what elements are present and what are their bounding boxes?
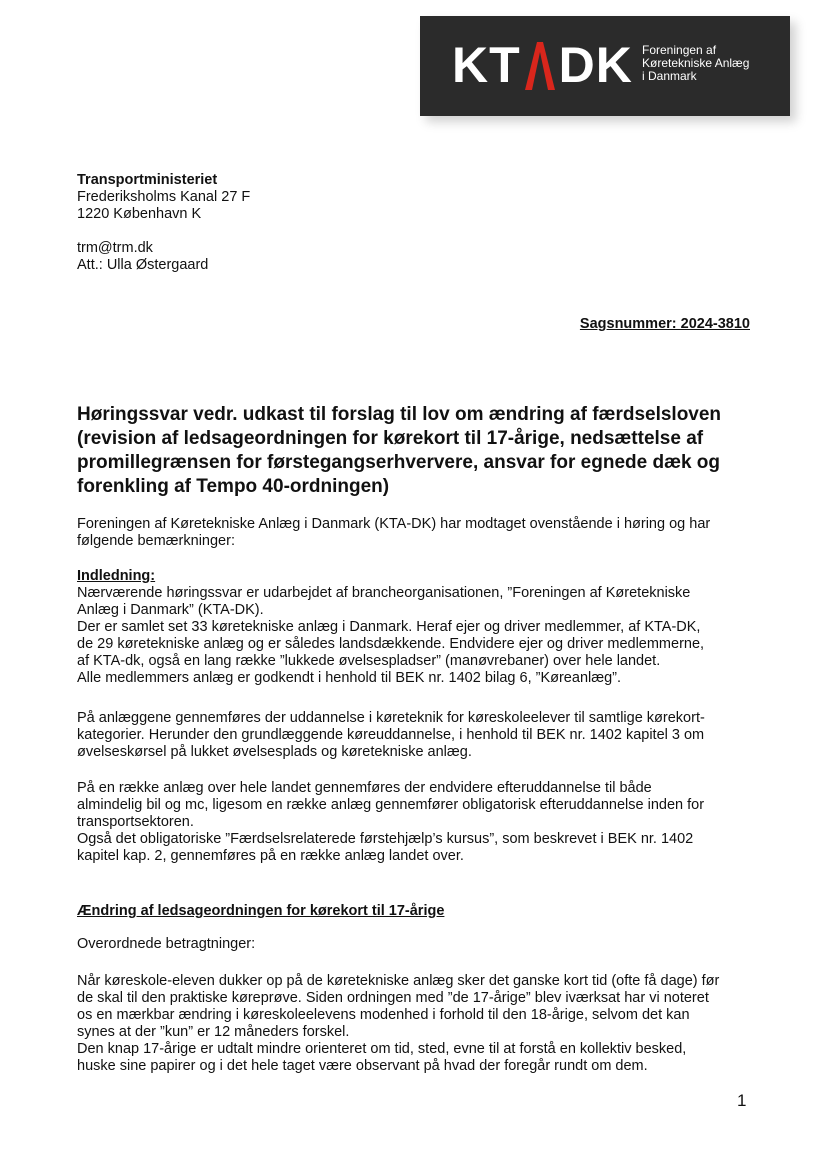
text-line: almindelig bil og mc, ligesom en række anlæg gennemfører obligatorisk efteruddannelse inden for xyxy=(77,797,705,813)
recipient-city: 1220 København K xyxy=(77,206,202,222)
section-indledning-paragraph-2 xyxy=(77,710,705,761)
section-subheading: Overordnede betragtninger: xyxy=(77,936,256,952)
text-line: kapitel kap. 2, gennemføres på en række anlæg landet over. xyxy=(77,848,464,864)
text-line: følgende bemærkninger: xyxy=(77,533,235,549)
section-ledsageordning-paragraph xyxy=(77,973,719,1075)
case-number: Sagsnummer: 2024-3810 xyxy=(579,316,750,332)
section-indledning xyxy=(77,568,704,687)
logo-letters-right: DK xyxy=(558,37,633,93)
section-ledsageordning xyxy=(77,903,444,920)
text-line: de skal til den praktiske køreprøve. Siden ordningen med ”de 17-årige” blev iværksat har vi noteret xyxy=(77,990,709,1006)
recipient-email: trm@trm.dk xyxy=(77,240,153,256)
logo-subtitle-line: i Danmark xyxy=(642,69,697,83)
text-line: Foreningen af Køretekniske Anlæg i Danmark (KTA-DK) har modtaget ovenstående i høring og har xyxy=(77,516,711,532)
text-line: På anlæggene gennemføres der uddannelse i køreteknik for køreskoleelever til samtlige kørekort- xyxy=(77,710,705,726)
document-title: Høringssvar vedr. udkast til forslag til lov om ændring af færdselsloven (revision af ledsageordningen for kørekort til 17-årige, nedsættelse af promillegrænsen for førstegangserhververe, ansvar for egnede dæk og forenkling af Tempo 40-ordningen) xyxy=(77,404,722,497)
text-line: Også det obligatoriske ”Færdselsrelaterede førstehjælp’s kursus”, som beskrevet i BEK nr. 1402 xyxy=(77,831,694,847)
text-line: os en mærkbar ændring i køreskoleelevens modenhed i forhold til den 18-årige, selvom det kan xyxy=(77,1007,690,1023)
section-heading: Indledning: xyxy=(77,568,156,584)
text-line: Når køreskole-eleven dukker op på de køretekniske anlæg sker det ganske kort tid (ofte få dage) før xyxy=(77,973,720,989)
text-line: Anlæg i Danmark” (KTA-DK). xyxy=(77,602,264,618)
page-number: 1 xyxy=(737,1091,747,1110)
text-line: de 29 køretekniske anlæg og er således landsdækkende. Endvidere ejer og driver medlemmerne, xyxy=(77,636,705,652)
ktadk-logo xyxy=(420,16,790,116)
section-heading: Ændring af ledsageordningen for kørekort til 17-årige xyxy=(77,903,445,919)
text-line: Alle medlemmers anlæg er godkendt i henhold til BEK nr. 1402 bilag 6, ”Køreanlæg”. xyxy=(77,670,622,686)
text-line: transportsektoren. xyxy=(77,814,194,830)
recipient-address xyxy=(77,172,250,274)
text-line: øvelseskørsel på lukket øvelsesplads og køretekniske anlæg. xyxy=(77,744,472,760)
text-line: Nærværende høringssvar er udarbejdet af brancheorganisationen, ”Foreningen af Køretekniske xyxy=(77,585,691,601)
logo-subtitle xyxy=(642,44,749,83)
recipient-attention: Att.: Ulla Østergaard xyxy=(77,257,209,273)
logo-subtitle-line: Køretekniske Anlæg xyxy=(642,56,750,70)
logo-letters-left: KT xyxy=(452,37,521,93)
recipient-street: Frederiksholms Kanal 27 F xyxy=(77,189,251,205)
text-line: På en række anlæg over hele landet gennemføres der endvidere efteruddannelse til både xyxy=(77,780,652,796)
intro-paragraph xyxy=(77,516,710,550)
text-line: huske sine papirer og i det hele taget være observant på hvad der foregår rundt om dem. xyxy=(77,1058,648,1074)
text-line: Der er samlet set 33 køretekniske anlæg i Danmark. Heraf ejer og driver medlemmer, af KTA-DK, xyxy=(77,619,701,635)
logo-wordmark xyxy=(452,38,633,92)
logo-a-icon xyxy=(523,38,557,92)
text-line: af KTA-dk, også en lang række ”lukkede øvelsespladser” (manøvrebaner) over hele landet. xyxy=(77,653,661,669)
section-indledning-paragraph-3 xyxy=(77,780,704,865)
text-line: synes at der ”kun” er 12 måneders forskel. xyxy=(77,1024,350,1040)
text-line: Den knap 17-årige er udtalt mindre orienteret om tid, sted, evne til at forstå en kollektiv besked, xyxy=(77,1041,687,1057)
text-line: kategorier. Herunder den grundlæggende køreuddannelse, i henhold til BEK nr. 1402 kapitel 3 om xyxy=(77,727,705,743)
logo-subtitle-line: Foreningen af xyxy=(642,43,717,57)
recipient-name: Transportministeriet xyxy=(77,172,218,188)
